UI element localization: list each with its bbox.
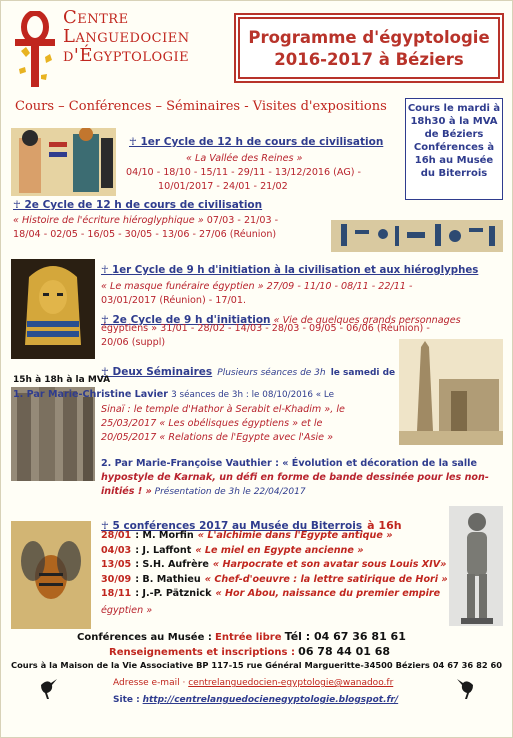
title-line-2: 2016-2017 à Béziers <box>274 50 464 69</box>
footer-email-label: Adresse e-mail · <box>113 678 186 688</box>
conference-row <box>101 530 392 541</box>
ankh-bullet-icon: ☥ <box>129 136 141 148</box>
org-line-1: Centre <box>63 7 129 28</box>
conference-title: « Chef-d'oeuvre : la lettre satirique de Hori » <box>204 573 448 585</box>
footer-info-label: Renseignements et inscriptions : <box>109 647 295 658</box>
seminar-2-line-c-title: initiés ! » <box>101 486 152 497</box>
seminar-2-line-c <box>101 485 306 499</box>
hieroglyph-strip-image <box>331 220 503 252</box>
seminars-header <box>101 366 212 378</box>
seminars-note-bold: le samedi de <box>330 368 396 378</box>
footer-conf-tel: Tél : 04 67 36 81 61 <box>284 630 406 643</box>
conference-row <box>101 574 448 585</box>
ankh-bullet-icon: ☥ <box>101 265 113 276</box>
conferences-title: 5 conférences 2017 au Musée du Biterrois <box>112 520 363 532</box>
ankh-bullet-icon: ☥ <box>13 199 25 211</box>
conferences-time: à 16h <box>367 519 402 532</box>
cycle-3-line-a: « Le masque funéraire égyptien » 27/09 - 11/10 - 08/11 - 22/11 - <box>101 281 413 292</box>
pharaoh-painting-image <box>11 128 116 196</box>
ibis-right-icon <box>455 675 477 701</box>
seminar-2-line-b: hypostyle de Karnak, un défi en forme de bande dessinée pour les non- <box>101 472 489 483</box>
ankh-bullet-icon: ☥ <box>101 366 113 378</box>
conference-row <box>101 559 446 570</box>
cycle-4-title: 2e Cycle de 9 h d'initiation <box>112 314 271 326</box>
schedule-info-box <box>405 98 503 200</box>
cycle-1-dates-a: 04/10 - 18/10 - 15/11 - 29/11 - 13/12/2016 (AG) - <box>126 167 362 178</box>
footer-site-link[interactable]: http://centrelanguedocienegyptologie.blogspot.fr/ <box>142 695 399 705</box>
conference-title: « L'alchimie dans l'Egypte antique » <box>197 530 393 541</box>
footer-conf-free: Entrée libre <box>215 632 282 643</box>
footer-info-line <box>109 645 390 658</box>
footer-info-tel: 06 78 44 01 68 <box>298 645 391 658</box>
subtitle: Cours – Conférences – Séminaires - Visites d'expositions <box>15 99 387 114</box>
cycle-4-theme-a: « Vie de quelques grands personnages <box>270 315 461 326</box>
conference-speaker: : S.H. Aufrère <box>135 559 209 570</box>
org-line-2: Languedocien <box>63 26 190 47</box>
cycle-1-title: 1er Cycle de 12 h de cours de civilisation <box>140 136 384 148</box>
conference-speaker: : J.-P. Pätznick <box>135 588 212 599</box>
footer-conf-label: Conférences au Musée : <box>77 632 212 643</box>
schedule-info-text: Cours le mardi à 18h30 à la MVA de Béziers Conférences à 16h au Musée du Biterrois <box>407 103 501 179</box>
bee-hieroglyph-image <box>11 521 91 629</box>
ibis-left-icon <box>37 675 59 701</box>
seminar-2-line-a <box>101 457 477 470</box>
conference-speaker: : J. Laffont <box>135 544 192 556</box>
conference-date: 18/11 <box>101 588 132 599</box>
conference-date: 28/01 <box>101 530 132 541</box>
conference-row <box>101 588 440 599</box>
conference-date: 13/05 <box>101 559 132 570</box>
cycle-1-dates-b: 10/01/2017 - 24/01 - 21/02 <box>158 181 288 192</box>
conference-date: 04/03 <box>101 544 132 556</box>
seminars-title: Deux Séminaires <box>112 366 213 378</box>
karnak-hypostyle-image <box>11 387 95 481</box>
cycle-4-line-c: 20/06 (suppl) <box>101 337 166 348</box>
seminar-1-line-d: 20/05/2017 « Relations de l'Egypte avec l'Asie » <box>101 432 334 443</box>
cycle-2-dates-a: 07/03 - 21/03 - <box>203 215 279 226</box>
ankh-logo-icon <box>11 11 59 91</box>
funerary-mask-image <box>11 259 95 359</box>
ankh-bullet-icon: ☥ <box>101 314 113 326</box>
seminars-time: 15h à 18h à la MVA <box>13 375 111 385</box>
ankh-bullet-icon: ☥ <box>101 520 113 532</box>
seminar-1-speaker: 1. Par Marie-Christine Lavier <box>13 389 169 400</box>
seminars-note: Plusieurs séances de 3h <box>217 368 326 378</box>
cycle-4-line-b: égyptiens » 31/01 - 28/02 - 14/03 - 28/03 - 09/05 - 06/06 (Réunion) - <box>101 323 430 334</box>
footer-email-link[interactable]: centrelanguedocien-egyptologie@wanadoo.fr <box>188 678 394 688</box>
cycle-1-theme: « La Vallée des Reines » <box>186 153 303 164</box>
seminar-1-line-c: 25/03/2017 « Les obélisques égyptiens » et le <box>101 418 323 429</box>
cycle-2-line-a <box>13 214 278 227</box>
seminar-1-line-a <box>13 389 334 400</box>
program-title-box <box>238 17 500 79</box>
footer-site-label: Site : <box>113 695 140 705</box>
title-line-1: Programme d'égyptologie <box>248 28 490 47</box>
conference-speaker: : B. Mathieu <box>135 573 201 585</box>
seminar-1-line-b: Sinaï : le temple d'Hathor à Serabit el-Khadim », le <box>101 404 345 415</box>
seminar-1-intro: 3 séances de 3h : le 08/10/2016 « Le <box>171 390 335 400</box>
organization-name <box>63 9 233 66</box>
conference-speaker: : M. Morfin <box>135 530 194 541</box>
cycle-2-line-b: 18/04 - 02/05 - 16/05 - 30/05 - 13/06 - 27/06 (Réunion) <box>13 229 277 240</box>
seminars-line-1 <box>101 360 395 379</box>
cycle-2-theme: « Histoire de l'écriture hiéroglyphique » <box>13 215 204 226</box>
cycle-2-title: 2e Cycle de 12 h de cours de civilisation <box>24 199 263 211</box>
seminar-2-line-a-text: 2. Par Marie-Françoise Vauthier : « Évolution et décoration de la salle <box>101 458 477 469</box>
org-line-3: d'Égyptologie <box>63 45 190 66</box>
conference-title: « Harpocrate et son avatar sous Louis XIV» <box>212 559 447 570</box>
footer-address: Cours à la Maison de la Vie Associative BP 117-15 rue Général Margueritte-34500 Béziers 04 67 36 82 60 <box>11 660 503 670</box>
obelisk-temple-image <box>399 339 503 445</box>
cycle-3-title: 1er Cycle de 9 h d'initiation à la civilisation et aux hiéroglyphes <box>112 265 479 276</box>
conference-last-cont: égyptien » <box>101 605 153 616</box>
conference-date: 30/09 <box>101 573 132 585</box>
conference-title: « Hor Abou, naissance du premier empire <box>215 588 441 599</box>
cycle-1-header <box>129 136 383 148</box>
footer-conf-line <box>77 630 406 643</box>
harpocrates-statue-image <box>449 506 503 626</box>
footer-site-line <box>113 695 398 705</box>
conference-title: « Le miel en Egypte ancienne » <box>195 544 364 556</box>
conference-row <box>101 545 363 556</box>
cycle-3-header <box>101 265 478 276</box>
cycle-3-line-b: 03/01/2017 (Réunion) - 17/01. <box>101 295 247 306</box>
seminar-2-presentation: Présentation de 3h le 22/04/2017 <box>151 487 306 497</box>
cycle-2-header <box>13 199 262 211</box>
footer-email-line <box>113 678 393 688</box>
